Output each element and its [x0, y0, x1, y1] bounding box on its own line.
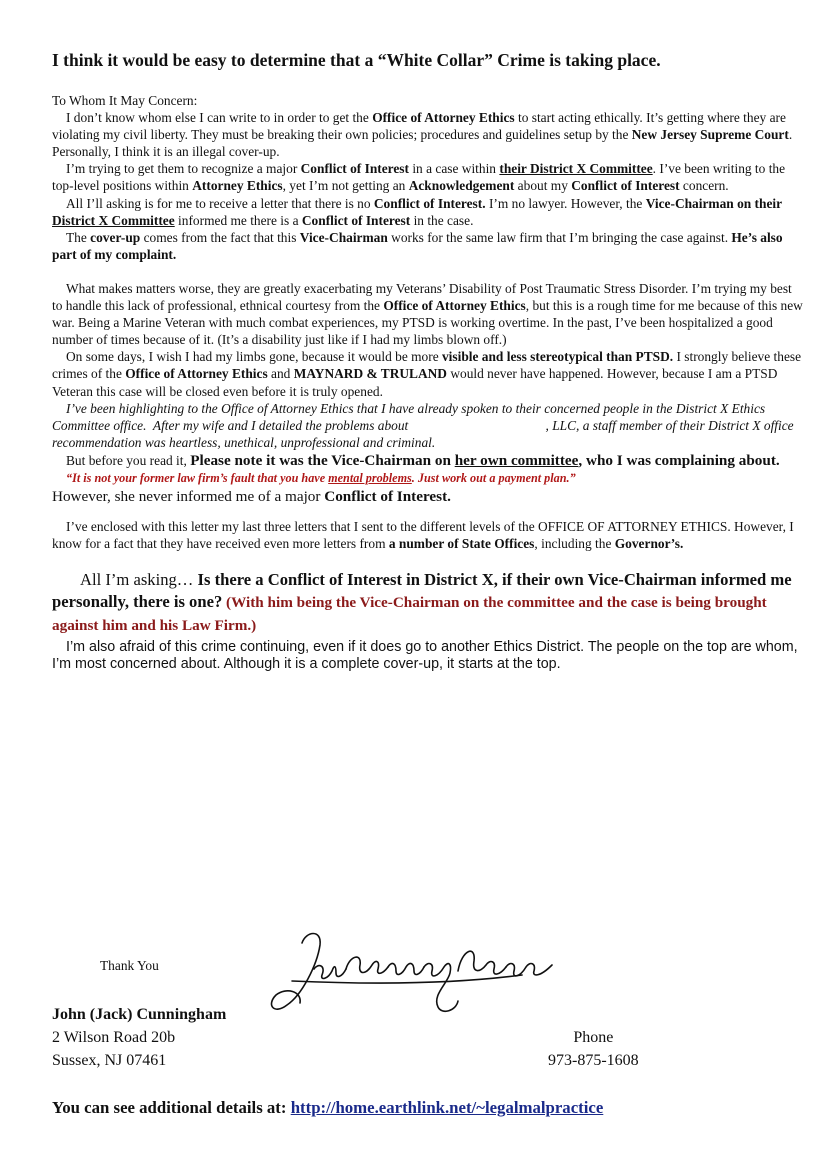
paragraph-1: I don’t know whom else I can write to in order to get the Office of Attorney Ethics to start acting ethically. It’s getting where they are violating my civil liberty. They must be breaking their own policies; procedures and guidelines setup by the New Jersey Supreme Court. Personally, I think it is an illegal cover-up.	[52, 110, 793, 160]
paragraph-3: All I’ll asking is for me to receive a letter that there is no Conflict of Interest. I’m no lawyer. However, the Vice-Chairman on their District X Committee informed me there is a Conflict of Interest in the case.	[52, 195, 782, 228]
details-link[interactable]: http://home.earthlink.net/~legalmalpractice	[290, 1098, 604, 1117]
central-question: All I’m asking… Is there a Conflict of Interest in District X, if their own Vice-Chairman informed me personally, there is one? (With him being the Vice-Chairman on the committee and the case is being brought against him and his Law Firm.)	[52, 570, 792, 635]
paragraph-7-italic: I’ve been highlighting to the Office of Attorney Ethics that I have already spoken to their concerned people in the District X Ethics Committee office. After my wife and I detailed the problems about , LLC, a staff member of their District X office recommendation was heartless, unethical, unprofessional and criminal.	[52, 400, 797, 450]
letter-headline: I think it would be easy to determine that a “White Collar” Crime is taking place.	[52, 50, 661, 70]
spacer	[52, 263, 804, 280]
letter-body	[52, 92, 804, 673]
paragraph-5: What makes matters worse, they are greatly exacerbating my Veterans’ Disability of Post Traumatic Stress Disorder. I’m trying my best to handle this lack of professional, ethnical courtesy from the Office of Attorney Ethics, but this is a rough time for me because of this new war. Being a Marine Veteran with much combat experiences, my PTSD is working overtime. In the past, I’ve been hospitalized a good number of times because of it. (It’s a disability just like if I had my limbs blown off.)	[52, 280, 803, 348]
greeting: To Whom It May Concern:	[52, 93, 198, 108]
quoted-remark: “It is not your former law firm’s fault that you have mental problems. Just work out a payment plan.”	[66, 470, 576, 485]
signer-name: John (Jack) Cunningham	[52, 1006, 227, 1023]
handwritten-signature	[262, 925, 572, 1025]
closing-thank-you: Thank You	[100, 958, 159, 973]
spacer	[52, 506, 804, 518]
phone-number: 973-875-1608	[548, 1052, 639, 1069]
paragraph-2: I’m trying to get them to recognize a major Conflict of Interest in a case within their District X Committee. I’ve been writing to the top-level positions within Attorney Ethics, yet I’m not getting an Acknowledgement about my Conflict of Interest concern.	[52, 161, 786, 194]
signer-address-line-1: 2 Wilson Road 20b	[52, 1029, 176, 1046]
signer-block	[52, 1003, 226, 1072]
signer-address-line-2: Sussex, NJ 07461	[52, 1052, 167, 1069]
paragraph-8: But before you read it, Please note it was the Vice-Chairman on her own committee, who I was complaining about.	[66, 451, 780, 469]
details-line	[52, 1098, 603, 1118]
paragraph-9: However, she never informed me of a major Conflict of Interest.	[52, 487, 451, 505]
phone-block	[548, 1026, 639, 1072]
paragraph-10: I’ve enclosed with this letter my last three letters that I sent to the different levels of the OFFICE OF ATTORNEY ETHICS. However, I know for a fact that they have received even more letters from a number of State Offices, including the Governor’s.	[52, 518, 794, 552]
paragraph-4: The cover-up comes from the fact that this Vice-Chairman works for the same law firm that I’m bringing the case against. He’s also part of my complaint.	[52, 229, 783, 262]
phone-label: Phone	[573, 1029, 614, 1046]
details-prefix: You can see additional details at:	[52, 1098, 291, 1117]
paragraph-6: On some days, I wish I had my limbs gone, because it would be more visible and less stereotypical than PTSD. I strongly believe these crimes of the Office of Attorney Ethics and MAYNARD & TRULAND would never have happened. However, because I am a PTSD Veteran this case will be closed even before it is truly opened.	[52, 349, 802, 399]
paragraph-afraid: I’m also afraid of this crime continuing, even if it does go to another Ethics District. The people on the top are whom, I’m most concerned about. Although it is a complete cover-up, it starts at the top.	[52, 639, 798, 673]
spacer	[52, 552, 804, 569]
